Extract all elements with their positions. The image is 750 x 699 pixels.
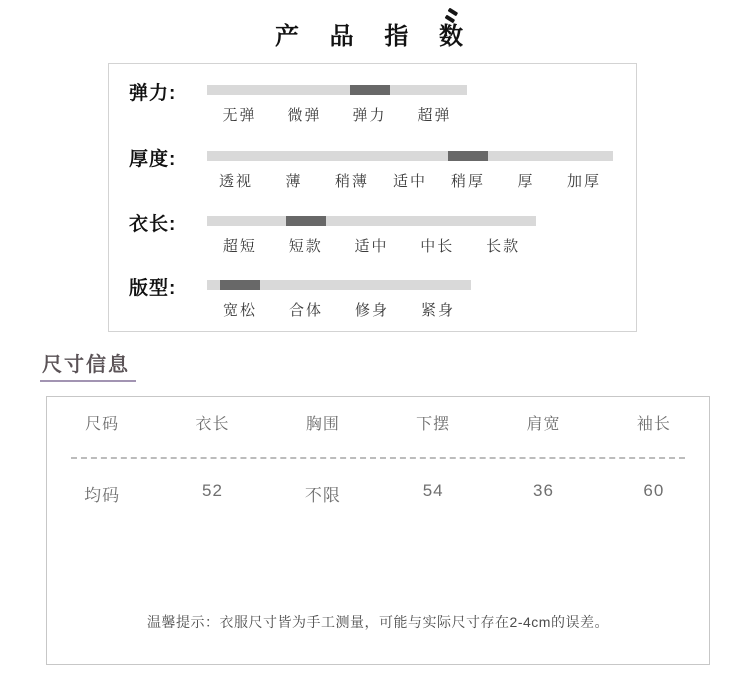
index-option-label: 短款 bbox=[288, 238, 323, 255]
index-row-label: 厚度: bbox=[129, 149, 177, 170]
size-table-divider bbox=[71, 457, 685, 459]
index-row bbox=[109, 205, 636, 267]
index-option-label: 稍薄 bbox=[334, 173, 369, 190]
index-option-label: 无弹 bbox=[222, 107, 257, 124]
size-table-header-cell: 衣长 bbox=[195, 416, 230, 433]
index-bar-segment bbox=[555, 151, 613, 161]
index-row-label: 衣长: bbox=[129, 214, 177, 235]
index-row-label: 版型: bbox=[129, 278, 177, 299]
size-table-header-row bbox=[47, 411, 709, 434]
index-bar-segment bbox=[339, 280, 405, 290]
index-bar-segment bbox=[207, 280, 273, 290]
index-bar-segment bbox=[439, 151, 497, 161]
page-title-text: 产 品 指 数 bbox=[274, 23, 475, 50]
index-bar-segment bbox=[404, 216, 470, 226]
index-row bbox=[109, 140, 636, 202]
index-bar-track bbox=[207, 85, 467, 95]
index-bar-indicator bbox=[286, 216, 326, 226]
index-option-label: 紧身 bbox=[420, 302, 455, 319]
size-info-heading: 尺寸信息 bbox=[42, 354, 130, 376]
index-option-label: 中长 bbox=[420, 238, 455, 255]
index-option-label: 适中 bbox=[392, 173, 427, 190]
index-row bbox=[109, 74, 636, 136]
index-bar-indicator bbox=[220, 280, 260, 290]
index-row bbox=[109, 269, 636, 331]
index-bar-track bbox=[207, 151, 613, 161]
page-title bbox=[0, 16, 750, 51]
size-table-cell: 36 bbox=[533, 481, 554, 500]
size-table-cell: 均码 bbox=[84, 486, 121, 505]
index-bar-indicator bbox=[448, 151, 488, 161]
double-stroke-accent-icon bbox=[444, 8, 464, 28]
index-bar-segment bbox=[497, 151, 555, 161]
index-option-label: 宽松 bbox=[222, 302, 257, 319]
index-option-label: 合体 bbox=[288, 302, 323, 319]
index-option-label: 稍厚 bbox=[450, 173, 485, 190]
index-row-label: 弹力: bbox=[129, 83, 177, 104]
index-option-label: 弹力 bbox=[352, 107, 387, 124]
index-option-label: 超弹 bbox=[417, 107, 452, 124]
index-bar-segment bbox=[339, 216, 405, 226]
size-info-underline bbox=[40, 380, 136, 382]
index-option-label: 修身 bbox=[354, 302, 389, 319]
product-index-panel bbox=[108, 63, 637, 332]
index-bar-segment bbox=[405, 280, 471, 290]
size-table-cell: 不限 bbox=[304, 486, 341, 505]
index-option-label: 长款 bbox=[486, 238, 521, 255]
size-table-cell: 54 bbox=[422, 481, 444, 500]
index-bar-indicator bbox=[350, 85, 390, 95]
index-bar-segment bbox=[207, 151, 265, 161]
index-option-labels bbox=[207, 170, 613, 191]
size-table-cell: 52 bbox=[202, 481, 223, 500]
index-option-labels bbox=[207, 299, 471, 320]
index-bar-segment bbox=[273, 280, 339, 290]
index-bar-segment bbox=[402, 85, 467, 95]
size-table-cell: 60 bbox=[643, 481, 665, 500]
index-option-labels bbox=[207, 104, 467, 125]
index-option-label: 适中 bbox=[354, 238, 389, 255]
index-bar-track bbox=[207, 216, 536, 226]
size-table-header-cell: 尺码 bbox=[85, 416, 120, 433]
measurement-note: 温馨提示：衣服尺寸皆为手工测量，可能与实际尺寸存在2-4cm的误差。 bbox=[147, 614, 609, 630]
index-bar-segment bbox=[207, 216, 273, 226]
index-option-label: 厚 bbox=[517, 173, 535, 190]
index-option-label: 透视 bbox=[218, 173, 253, 190]
index-bar-segment bbox=[207, 85, 272, 95]
size-table-header-cell: 下摆 bbox=[416, 416, 451, 433]
index-bar-segment bbox=[470, 216, 536, 226]
index-option-label: 超短 bbox=[222, 238, 257, 255]
index-bar-segment bbox=[323, 151, 381, 161]
size-table-row bbox=[47, 481, 709, 506]
index-option-label: 微弹 bbox=[287, 107, 322, 124]
size-table-header-cell: 袖长 bbox=[636, 416, 671, 433]
index-option-label: 加厚 bbox=[566, 173, 601, 190]
index-bar-segment bbox=[337, 85, 402, 95]
size-table-header-cell: 肩宽 bbox=[526, 416, 561, 433]
size-table-panel bbox=[46, 396, 710, 665]
index-bar-segment bbox=[272, 85, 337, 95]
index-option-label: 薄 bbox=[285, 173, 303, 190]
index-bar-segment bbox=[381, 151, 439, 161]
index-bar-track bbox=[207, 280, 471, 290]
index-option-labels bbox=[207, 235, 536, 256]
size-table-header-cell: 胸围 bbox=[305, 416, 340, 433]
index-bar-segment bbox=[273, 216, 339, 226]
index-bar-segment bbox=[265, 151, 323, 161]
